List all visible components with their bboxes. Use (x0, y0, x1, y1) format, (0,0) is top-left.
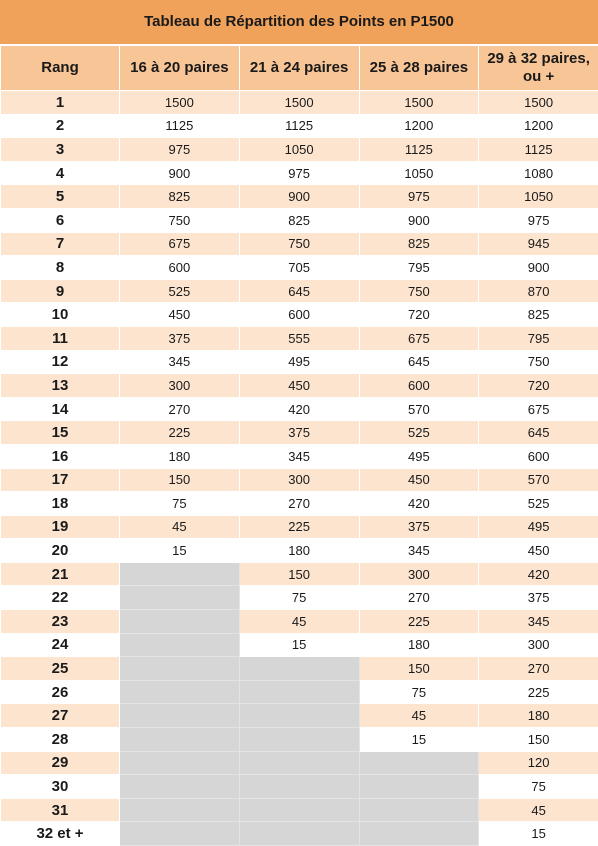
points-cell-col-29-32: 720 (479, 374, 598, 398)
rank-cell: 28 (1, 728, 120, 752)
points-cell-col-21-24: 825 (239, 208, 359, 232)
rank-cell: 24 (1, 633, 120, 657)
points-cell-col-29-32: 150 (479, 728, 598, 752)
points-cell-col-21-24: 15 (239, 633, 359, 657)
points-cell-col-25-28: 720 (359, 303, 479, 327)
rank-cell: 18 (1, 492, 120, 516)
points-cell-col-21-24: 180 (239, 539, 359, 563)
points-cell-col-29-32: 870 (479, 279, 598, 303)
points-cell-col-16-20: 300 (120, 374, 240, 398)
rank-cell: 22 (1, 586, 120, 610)
points-cell-col-16-20: 75 (120, 492, 240, 516)
points-cell-col-16-20: 375 (120, 326, 240, 350)
points-cell-col-29-32: 45 (479, 798, 598, 822)
header-16-20: 16 à 20 paires (120, 46, 240, 91)
points-cell-col-16-20: 600 (120, 256, 240, 280)
header-29-32: 29 à 32 paires, ou + (479, 46, 598, 91)
empty-cell-col-16-20 (120, 633, 240, 657)
empty-cell-col-21-24 (239, 728, 359, 752)
table-row (1, 256, 598, 280)
points-cell-col-16-20: 45 (120, 515, 240, 539)
empty-cell-col-16-20 (120, 704, 240, 728)
table-row (1, 279, 598, 303)
table-row (1, 775, 598, 799)
points-cell-col-21-24: 555 (239, 326, 359, 350)
points-cell-col-21-24: 600 (239, 303, 359, 327)
table-row (1, 468, 598, 492)
table-row (1, 326, 598, 350)
points-cell-col-29-32: 900 (479, 256, 598, 280)
points-cell-col-29-32: 975 (479, 208, 598, 232)
empty-cell-col-16-20 (120, 610, 240, 634)
rank-cell: 21 (1, 562, 120, 586)
table-row (1, 492, 598, 516)
points-cell-col-29-32: 345 (479, 610, 598, 634)
empty-cell-col-25-28 (359, 751, 479, 775)
points-cell-col-25-28: 1500 (359, 91, 479, 115)
empty-cell-col-21-24 (239, 680, 359, 704)
points-cell-col-21-24: 345 (239, 444, 359, 468)
rank-cell: 14 (1, 397, 120, 421)
points-cell-col-21-24: 75 (239, 586, 359, 610)
empty-cell-col-16-20 (120, 798, 240, 822)
points-cell-col-29-32: 120 (479, 751, 598, 775)
points-cell-col-21-24: 45 (239, 610, 359, 634)
table-row (1, 91, 598, 115)
points-cell-col-21-24: 300 (239, 468, 359, 492)
table-row (1, 232, 598, 256)
points-cell-col-21-24: 900 (239, 185, 359, 209)
points-cell-col-21-24: 1050 (239, 138, 359, 162)
points-cell-col-25-28: 675 (359, 326, 479, 350)
table-row (1, 728, 598, 752)
points-cell-col-29-32: 1125 (479, 138, 598, 162)
points-cell-col-16-20: 1500 (120, 91, 240, 115)
table-row (1, 680, 598, 704)
points-cell-col-16-20: 675 (120, 232, 240, 256)
points-cell-col-29-32: 1080 (479, 161, 598, 185)
table-row (1, 586, 598, 610)
points-cell-col-16-20: 15 (120, 539, 240, 563)
rank-cell: 30 (1, 775, 120, 799)
empty-cell-col-16-20 (120, 775, 240, 799)
empty-cell-col-16-20 (120, 657, 240, 681)
table-row (1, 822, 598, 846)
rank-cell: 16 (1, 444, 120, 468)
points-cell-col-25-28: 570 (359, 397, 479, 421)
points-cell-col-25-28: 270 (359, 586, 479, 610)
rank-cell: 19 (1, 515, 120, 539)
points-cell-col-16-20: 900 (120, 161, 240, 185)
points-cell-col-21-24: 1125 (239, 114, 359, 138)
empty-cell-col-21-24 (239, 657, 359, 681)
table-row (1, 208, 598, 232)
points-cell-col-25-28: 450 (359, 468, 479, 492)
points-table (0, 45, 598, 846)
points-cell-col-25-28: 795 (359, 256, 479, 280)
points-cell-col-29-32: 75 (479, 775, 598, 799)
points-cell-col-25-28: 45 (359, 704, 479, 728)
header-21-24: 21 à 24 paires (239, 46, 359, 91)
rank-cell: 9 (1, 279, 120, 303)
empty-cell-col-25-28 (359, 798, 479, 822)
points-cell-col-25-28: 975 (359, 185, 479, 209)
header-25-28: 25 à 28 paires (359, 46, 479, 91)
points-cell-col-25-28: 15 (359, 728, 479, 752)
points-cell-col-29-32: 495 (479, 515, 598, 539)
rank-cell: 27 (1, 704, 120, 728)
empty-cell-col-16-20 (120, 751, 240, 775)
points-cell-col-16-20: 345 (120, 350, 240, 374)
points-cell-col-16-20: 525 (120, 279, 240, 303)
points-cell-col-25-28: 1050 (359, 161, 479, 185)
points-cell-col-21-24: 495 (239, 350, 359, 374)
empty-cell-col-25-28 (359, 775, 479, 799)
rank-cell: 32 et + (1, 822, 120, 846)
rank-cell: 23 (1, 610, 120, 634)
table-row (1, 421, 598, 445)
points-cell-col-29-32: 750 (479, 350, 598, 374)
points-cell-col-25-28: 495 (359, 444, 479, 468)
rank-cell: 2 (1, 114, 120, 138)
points-cell-col-25-28: 300 (359, 562, 479, 586)
points-cell-col-25-28: 645 (359, 350, 479, 374)
points-cell-col-25-28: 900 (359, 208, 479, 232)
points-cell-col-16-20: 975 (120, 138, 240, 162)
table-body (1, 91, 598, 846)
points-cell-col-16-20: 270 (120, 397, 240, 421)
rank-cell: 15 (1, 421, 120, 445)
points-cell-col-29-32: 525 (479, 492, 598, 516)
points-cell-col-29-32: 270 (479, 657, 598, 681)
rank-cell: 6 (1, 208, 120, 232)
empty-cell-col-16-20 (120, 822, 240, 846)
rank-cell: 31 (1, 798, 120, 822)
points-cell-col-29-32: 1200 (479, 114, 598, 138)
points-cell-col-29-32: 225 (479, 680, 598, 704)
table-row (1, 185, 598, 209)
header-row (1, 46, 598, 91)
table-row (1, 114, 598, 138)
points-cell-col-29-32: 675 (479, 397, 598, 421)
points-cell-col-16-20: 825 (120, 185, 240, 209)
table-row (1, 303, 598, 327)
rank-cell: 4 (1, 161, 120, 185)
empty-cell-col-21-24 (239, 798, 359, 822)
table-row (1, 374, 598, 398)
rank-cell: 5 (1, 185, 120, 209)
table-row (1, 515, 598, 539)
points-cell-col-29-32: 1050 (479, 185, 598, 209)
points-cell-col-21-24: 705 (239, 256, 359, 280)
table-row (1, 562, 598, 586)
empty-cell-col-16-20 (120, 562, 240, 586)
empty-cell-col-21-24 (239, 775, 359, 799)
rank-cell: 12 (1, 350, 120, 374)
points-cell-col-29-32: 825 (479, 303, 598, 327)
points-cell-col-25-28: 420 (359, 492, 479, 516)
empty-cell-col-21-24 (239, 704, 359, 728)
points-cell-col-21-24: 150 (239, 562, 359, 586)
table-row (1, 138, 598, 162)
table-row (1, 798, 598, 822)
rank-cell: 13 (1, 374, 120, 398)
header-rang: Rang (1, 46, 120, 91)
points-cell-col-29-32: 300 (479, 633, 598, 657)
points-cell-col-16-20: 150 (120, 468, 240, 492)
table-row (1, 539, 598, 563)
points-cell-col-25-28: 375 (359, 515, 479, 539)
table-row (1, 633, 598, 657)
rank-cell: 1 (1, 91, 120, 115)
points-cell-col-25-28: 825 (359, 232, 479, 256)
points-cell-col-16-20: 225 (120, 421, 240, 445)
empty-cell-col-25-28 (359, 822, 479, 846)
points-cell-col-25-28: 1125 (359, 138, 479, 162)
points-cell-col-25-28: 75 (359, 680, 479, 704)
points-cell-col-21-24: 225 (239, 515, 359, 539)
rank-cell: 11 (1, 326, 120, 350)
points-cell-col-25-28: 345 (359, 539, 479, 563)
rank-cell: 7 (1, 232, 120, 256)
empty-cell-col-16-20 (120, 586, 240, 610)
empty-cell-col-21-24 (239, 751, 359, 775)
points-cell-col-25-28: 1200 (359, 114, 479, 138)
points-cell-col-29-32: 450 (479, 539, 598, 563)
table-row (1, 704, 598, 728)
points-cell-col-21-24: 1500 (239, 91, 359, 115)
points-cell-col-25-28: 750 (359, 279, 479, 303)
points-cell-col-25-28: 180 (359, 633, 479, 657)
points-cell-col-16-20: 180 (120, 444, 240, 468)
points-cell-col-16-20: 450 (120, 303, 240, 327)
points-cell-col-21-24: 975 (239, 161, 359, 185)
points-cell-col-25-28: 600 (359, 374, 479, 398)
rank-cell: 26 (1, 680, 120, 704)
points-cell-col-25-28: 150 (359, 657, 479, 681)
rank-cell: 3 (1, 138, 120, 162)
rank-cell: 10 (1, 303, 120, 327)
points-cell-col-29-32: 1500 (479, 91, 598, 115)
points-cell-col-29-32: 600 (479, 444, 598, 468)
rank-cell: 29 (1, 751, 120, 775)
points-cell-col-21-24: 645 (239, 279, 359, 303)
points-cell-col-29-32: 375 (479, 586, 598, 610)
points-cell-col-29-32: 15 (479, 822, 598, 846)
table-row (1, 350, 598, 374)
table-row (1, 161, 598, 185)
empty-cell-col-16-20 (120, 728, 240, 752)
table-title: Tableau de Répartition des Points en P1500 (0, 0, 598, 45)
points-cell-col-21-24: 375 (239, 421, 359, 445)
points-cell-col-29-32: 645 (479, 421, 598, 445)
points-cell-col-21-24: 270 (239, 492, 359, 516)
table-row (1, 751, 598, 775)
rank-cell: 25 (1, 657, 120, 681)
rank-cell: 8 (1, 256, 120, 280)
rank-cell: 17 (1, 468, 120, 492)
points-cell-col-29-32: 570 (479, 468, 598, 492)
empty-cell-col-16-20 (120, 680, 240, 704)
points-cell-col-29-32: 795 (479, 326, 598, 350)
points-cell-col-16-20: 750 (120, 208, 240, 232)
rank-cell: 20 (1, 539, 120, 563)
table-row (1, 657, 598, 681)
points-cell-col-21-24: 420 (239, 397, 359, 421)
points-cell-col-25-28: 225 (359, 610, 479, 634)
table-row (1, 444, 598, 468)
points-cell-col-29-32: 180 (479, 704, 598, 728)
points-cell-col-29-32: 945 (479, 232, 598, 256)
empty-cell-col-21-24 (239, 822, 359, 846)
table-row (1, 397, 598, 421)
points-cell-col-16-20: 1125 (120, 114, 240, 138)
points-cell-col-29-32: 420 (479, 562, 598, 586)
table-row (1, 610, 598, 634)
points-cell-col-21-24: 750 (239, 232, 359, 256)
points-cell-col-25-28: 525 (359, 421, 479, 445)
points-cell-col-21-24: 450 (239, 374, 359, 398)
